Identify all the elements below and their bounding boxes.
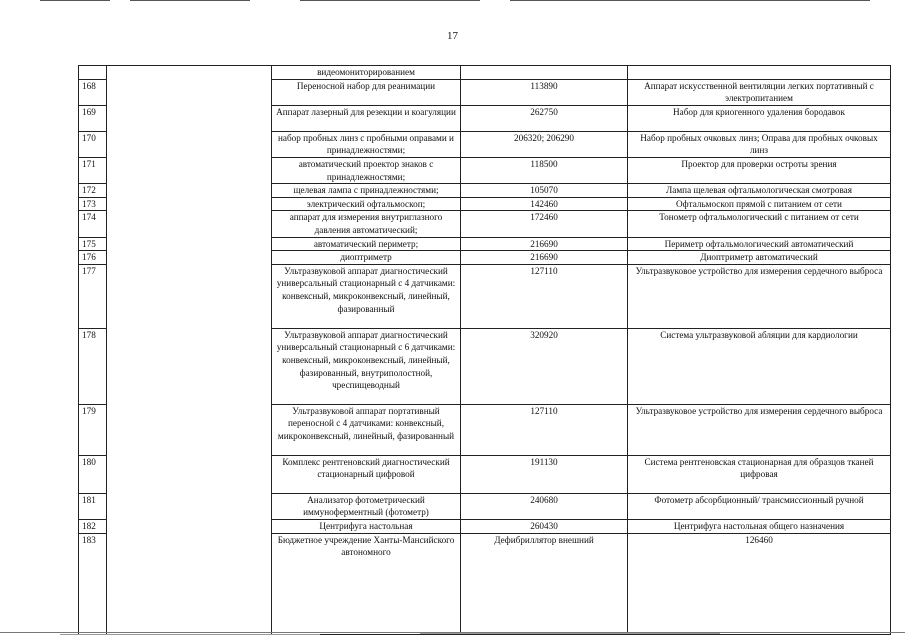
equipment-kind: Ультразвуковое устройство для измерения сердечного выброса [628, 404, 891, 455]
equipment-kind: Набор пробных очковых линз; Оправа для пробных очковых линз [628, 131, 891, 157]
organization-cell [107, 66, 272, 635]
equipment-kind: Центрифуга настольная общего назначения [628, 519, 891, 533]
equipment-name: Ультразвуковой аппарат диагностический универсальный стационарный с 4 датчиками: конвексный, микроконвексный, линейный, фазированный [272, 264, 461, 328]
equipment-kind: Проектор для проверки остроты зрения [628, 157, 891, 183]
equipment-name: Центрифуга настольная [272, 519, 461, 533]
equipment-code: 127110 [461, 404, 628, 455]
equipment-kind: Набор для криогенного удаления бородавок [628, 105, 891, 131]
equipment-name: электрический офтальмоскоп; [272, 197, 461, 211]
equipment-code: 105070 [461, 184, 628, 198]
organization-cell: Бюджетное учреждение Ханты-Мансийского автономного [272, 533, 461, 635]
row-number: 171 [79, 157, 107, 183]
equipment-name: набор пробных линз с пробными оправами и принадлежностями; [272, 131, 461, 157]
row-number: 175 [79, 237, 107, 251]
row-number: 176 [79, 251, 107, 265]
equipment-kind: Офтальмоскоп прямой с питанием от сети [628, 197, 891, 211]
row-number: 180 [79, 455, 107, 493]
equipment-kind: Система рентгеновская стационарная для образцов тканей цифровая [628, 455, 891, 493]
row-number: 181 [79, 493, 107, 519]
equipment-code: 262750 [461, 105, 628, 131]
equipment-code [461, 66, 628, 80]
row-number [79, 66, 107, 80]
table-row [79, 66, 891, 80]
equipment-kind: Аппарат искусственной вентиляции легких портативный с электропитанием [628, 79, 891, 105]
page-number: 17 [447, 30, 458, 42]
equipment-name: Аппарат лазерный для резекции и коагуляции [272, 105, 461, 131]
row-number: 168 [79, 79, 107, 105]
equipment-code: 113890 [461, 79, 628, 105]
equipment-code: 118500 [461, 157, 628, 183]
equipment-code: 127110 [461, 264, 628, 328]
equipment-code: 216690 [461, 251, 628, 265]
row-number: 170 [79, 131, 107, 157]
equipment-name: автоматический проектор знаков с принадлежностями; [272, 157, 461, 183]
equipment-code: 206320; 206290 [461, 131, 628, 157]
equipment-code: 260430 [461, 519, 628, 533]
equipment-name: щелевая лампа с принадлежностями; [272, 184, 461, 198]
row-number: 172 [79, 184, 107, 198]
equipment-kind: Ультразвуковое устройство для измерения сердечного выброса [628, 264, 891, 328]
equipment-code: 126460 [628, 533, 891, 635]
row-number: 169 [79, 105, 107, 131]
equipment-code: 240680 [461, 493, 628, 519]
equipment-kind: Диоптриметр автоматический [628, 251, 891, 265]
equipment-name: Комплекс рентгеновский диагностический стационарный цифровой [272, 455, 461, 493]
equipment-name: Ультразвуковой аппарат портативный переносной с 4 датчиками: конвексный, микроконвексный, линейный, фазированный [272, 404, 461, 455]
equipment-code: 216690 [461, 237, 628, 251]
equipment-kind: Фотометр абсорбционный/ трансмиссионный ручной [628, 493, 891, 519]
row-number: 177 [79, 264, 107, 328]
equipment-code: 320920 [461, 328, 628, 404]
equipment-kind: Система ультразвуковой абляции для кардиологии [628, 328, 891, 404]
row-number: 178 [79, 328, 107, 404]
equipment-name: Ультразвуковой аппарат диагностический универсальный стационарный с 6 датчиками: конвексный, микроконвексный, линейный, фазированный, внутриполостной, чреспищеводный [272, 328, 461, 404]
scan-bottom-edge [0, 632, 905, 635]
equipment-name: видеомониторированием [272, 66, 461, 80]
equipment-name: Дефибриллятор внешний [461, 533, 628, 635]
equipment-name: автоматический периметр; [272, 237, 461, 251]
equipment-name: аппарат для измерения внутриглазного давления автоматический; [272, 211, 461, 237]
scan-top-edge [0, 0, 905, 2]
equipment-kind [628, 66, 891, 80]
row-number: 174 [79, 211, 107, 237]
row-number: 182 [79, 519, 107, 533]
equipment-kind: Тонометр офтальмологический с питанием от сети [628, 211, 891, 237]
equipment-kind: Лампа щелевая офтальмологическая смотровая [628, 184, 891, 198]
equipment-code: 142460 [461, 197, 628, 211]
equipment-code: 172460 [461, 211, 628, 237]
row-number: 179 [79, 404, 107, 455]
equipment-kind: Периметр офтальмологический автоматический [628, 237, 891, 251]
row-number: 183 [79, 533, 107, 635]
equipment-code: 191130 [461, 455, 628, 493]
row-number: 173 [79, 197, 107, 211]
equipment-name: Анализатор фотометрический иммуноферментный (фотометр) [272, 493, 461, 519]
equipment-table [78, 65, 891, 635]
equipment-name: Переносной набор для реанимации [272, 79, 461, 105]
equipment-name: диоптриметр [272, 251, 461, 265]
